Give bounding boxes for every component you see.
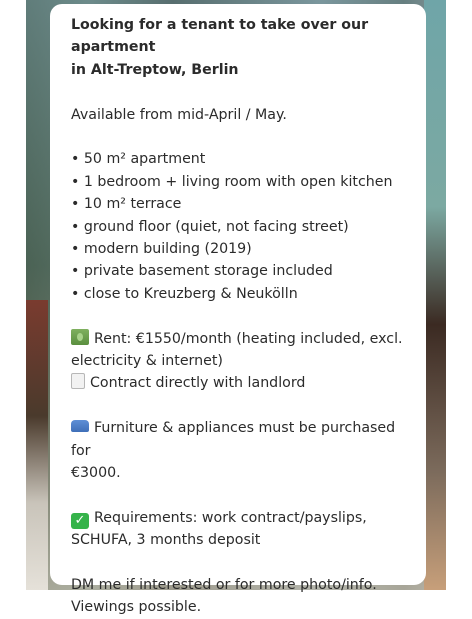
listing-title-line-2: in Alt-Treptow, Berlin bbox=[71, 61, 239, 78]
right-margin bbox=[446, 0, 472, 590]
contact-line-2: Viewings possible. bbox=[71, 599, 202, 616]
left-margin bbox=[0, 0, 26, 590]
feature-item: • 10 m² terrace bbox=[71, 196, 182, 213]
money-icon bbox=[71, 329, 89, 345]
rent-line-1: Rent: €1550/month (heating included, excl. bbox=[94, 330, 403, 347]
check-icon: ✓ bbox=[71, 513, 89, 529]
furniture-line-2: €3000. bbox=[71, 465, 121, 482]
background-photo-right-edge bbox=[424, 0, 446, 590]
contact-line-1: DM me if interested or for more photo/info. bbox=[71, 577, 377, 594]
feature-list bbox=[71, 148, 412, 305]
contact-info bbox=[71, 574, 412, 619]
feature-item: • modern building (2019) bbox=[71, 241, 252, 258]
requirements-info bbox=[71, 507, 412, 552]
spacer bbox=[71, 484, 412, 506]
rent-line-2: electricity & internet) bbox=[71, 353, 223, 370]
requirements-line-1: Requirements: work contract/payslips, bbox=[94, 509, 367, 526]
spacer bbox=[71, 126, 412, 148]
listing-title-line-1: Looking for a tenant to take over our apartment bbox=[71, 17, 369, 56]
feature-item: • close to Kreuzberg & Neukölln bbox=[71, 285, 298, 302]
feature-item: • 50 m² apartment bbox=[71, 151, 206, 168]
spacer bbox=[71, 81, 412, 103]
listing-title bbox=[71, 14, 412, 81]
spacer bbox=[71, 395, 412, 417]
contract-text: Contract directly with landlord bbox=[90, 375, 306, 392]
feature-item: • ground floor (quiet, not facing street) bbox=[71, 218, 349, 235]
couch-icon bbox=[71, 420, 89, 432]
spacer bbox=[71, 552, 412, 574]
feature-item: • 1 bedroom + living room with open kitchen bbox=[71, 173, 393, 190]
rent-info bbox=[71, 328, 412, 395]
listing-text-card bbox=[50, 4, 426, 616]
furniture-info bbox=[71, 417, 412, 484]
document-icon bbox=[71, 373, 85, 389]
availability-text: Available from mid-April / May. bbox=[71, 106, 287, 123]
background-photo-left-edge bbox=[26, 300, 48, 590]
requirements-line-2: SCHUFA, 3 months deposit bbox=[71, 532, 261, 549]
spacer bbox=[71, 305, 412, 327]
furniture-line-1: Furniture & appliances must be purchased for bbox=[71, 420, 396, 459]
feature-item: • private basement storage included bbox=[71, 263, 333, 280]
